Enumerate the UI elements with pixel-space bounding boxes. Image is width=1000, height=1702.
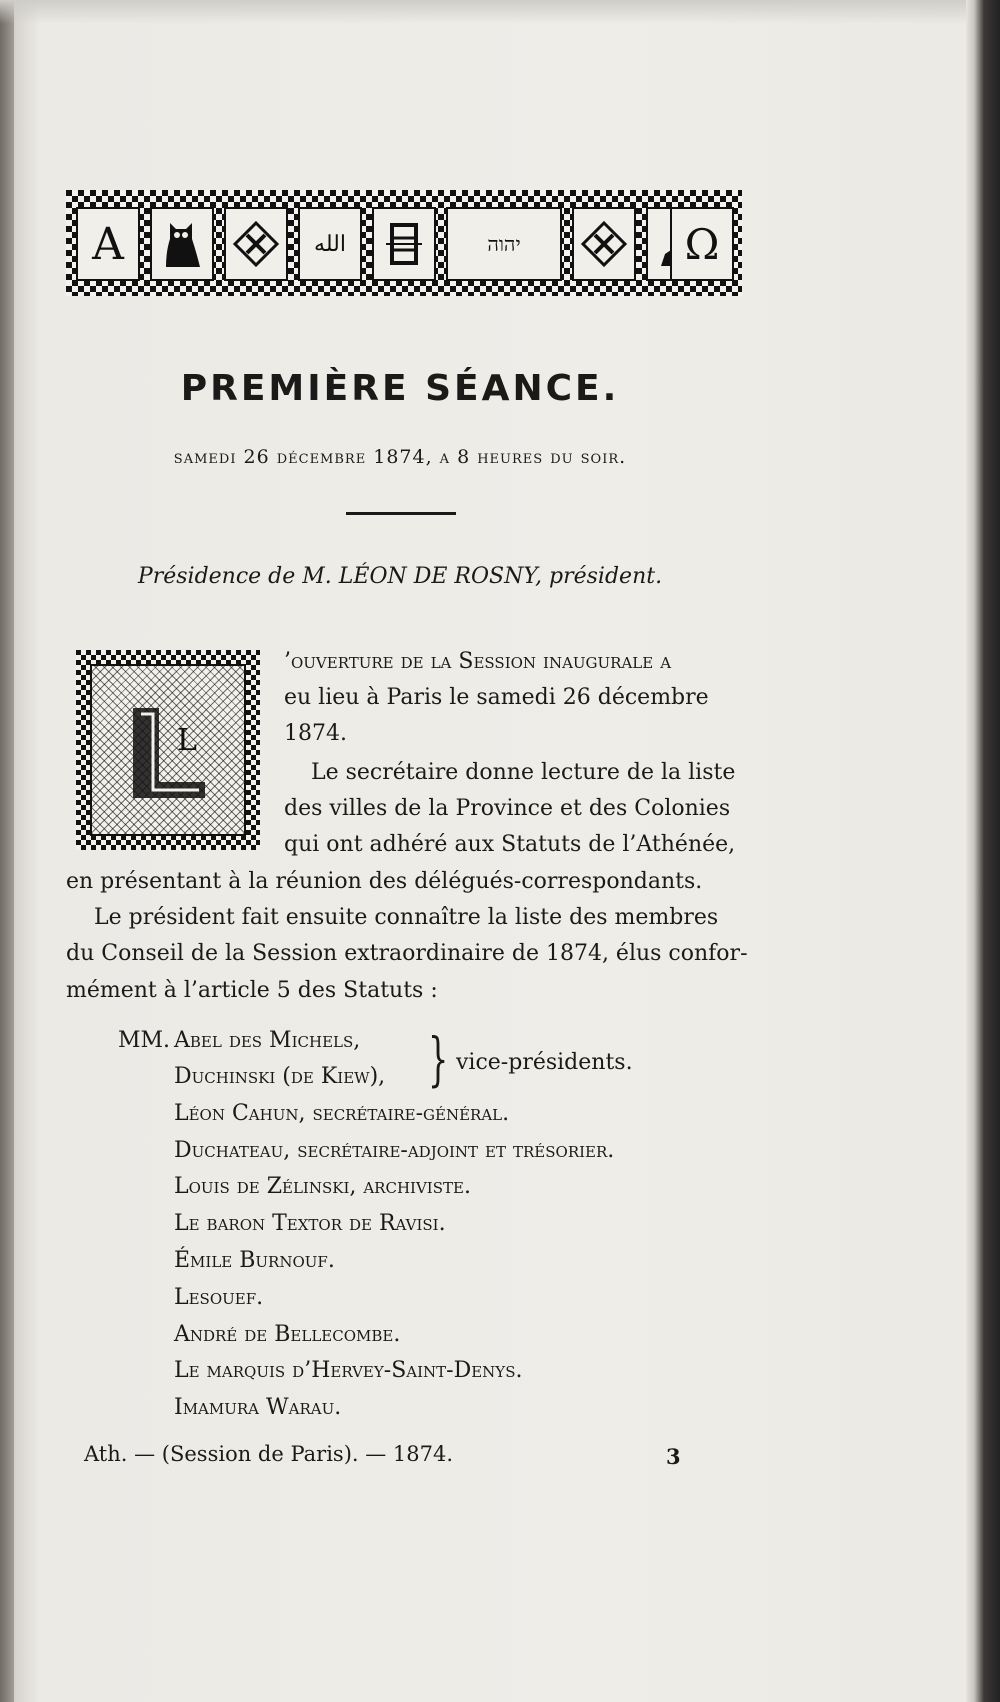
drop-cap-frame bbox=[76, 650, 260, 850]
paragraph-line bbox=[284, 651, 671, 673]
book-right-edge bbox=[966, 0, 1000, 1702]
member-entry: Duchinski (de Kiew), bbox=[174, 1064, 386, 1089]
owl-hieroglyph-icon bbox=[150, 207, 214, 281]
paragraph-line: du Conseil de la Session extraordinaire de 1874, élus confor- bbox=[66, 941, 748, 966]
arabic-allah-icon: الله bbox=[298, 207, 362, 281]
member-entry: Émile Burnouf. bbox=[174, 1248, 335, 1273]
chinese-sun-glyph-icon bbox=[372, 207, 436, 281]
member-entry: Le baron Textor de Ravisi. bbox=[174, 1211, 446, 1236]
drop-cap-letter bbox=[76, 650, 260, 850]
member-entry: Léon Cahun, secrétaire-général. bbox=[174, 1101, 510, 1126]
section-divider bbox=[346, 512, 456, 515]
ornamental-header-band bbox=[66, 190, 742, 296]
footer-signature: Ath. — (Session de Paris). — 1874. bbox=[84, 1442, 454, 1466]
member-entry: Duchateau, secrétaire-adjoint et trésorier. bbox=[174, 1138, 615, 1163]
paragraph-line: 1874. bbox=[284, 721, 347, 746]
book-spine-shadow bbox=[0, 0, 14, 1702]
member-entry: André de Bellecombe. bbox=[174, 1322, 401, 1347]
paragraph-line: Le président fait ensuite connaître la liste des membres bbox=[94, 905, 719, 930]
session-date: samedi 26 décembre 1874, a 8 heures du soir. bbox=[173, 446, 627, 468]
presidency-line: Présidence de M. LÉON DE ROSNY, président. bbox=[137, 564, 663, 589]
vice-presidents-label: vice-présidents. bbox=[456, 1050, 633, 1075]
member-entry: Le marquis d’Hervey-Saint-Denys. bbox=[174, 1358, 523, 1383]
paragraph-line: des villes de la Province et des Colonies bbox=[284, 796, 731, 821]
page-number: 3 bbox=[666, 1444, 681, 1469]
omega-letter-icon: Ω bbox=[670, 207, 734, 281]
brace-icon: } bbox=[428, 1025, 449, 1093]
paragraph-line: qui ont adhéré aux Statuts de l’Athénée, bbox=[284, 832, 736, 857]
alpha-letter-icon: A bbox=[76, 207, 140, 281]
members-prefix: MM. bbox=[118, 1028, 171, 1053]
diamond-crossed-icon bbox=[224, 207, 288, 281]
member-entry: Lesouef. bbox=[174, 1285, 264, 1310]
session-title: PREMIÈRE SÉANCE. bbox=[180, 368, 620, 409]
paragraph-line: en présentant à la réunion des délégués-correspondants. bbox=[66, 869, 703, 894]
paragraph-line: Le secrétaire donne lecture de la liste bbox=[311, 760, 736, 785]
member-entry: Imamura Warau. bbox=[174, 1395, 342, 1420]
member-entry: Louis de Zélinski, archiviste. bbox=[174, 1174, 471, 1199]
page-top-edge bbox=[0, 0, 1000, 24]
member-entry: Abel des Michels, bbox=[174, 1028, 361, 1053]
opening-line: ’ouverture de la Session inaugurale a bbox=[284, 649, 672, 674]
diamond-crossed-icon bbox=[572, 207, 636, 281]
drop-cap-text: L bbox=[177, 723, 197, 758]
paragraph-line: eu lieu à Paris le samedi 26 décembre bbox=[284, 685, 709, 710]
paragraph-line: mément à l’article 5 des Statuts : bbox=[66, 978, 438, 1003]
hebrew-yhwh-icon: יהוה bbox=[446, 207, 562, 281]
